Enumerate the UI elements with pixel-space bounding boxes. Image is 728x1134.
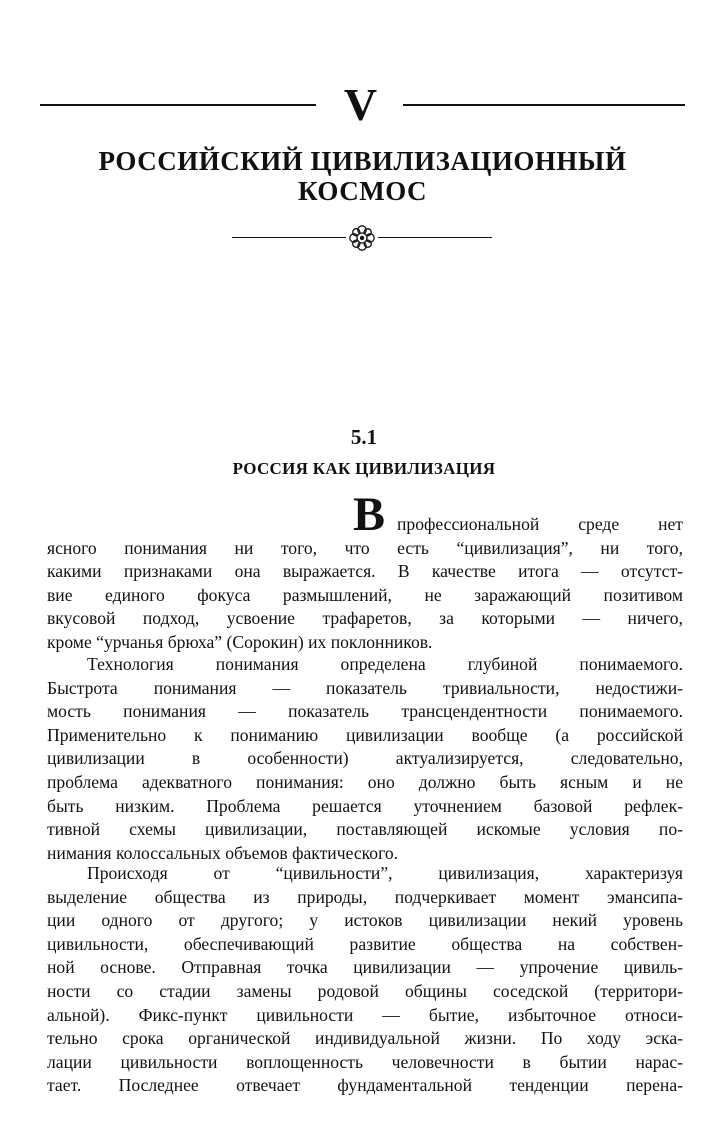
text-line: какими признаками она выражается. В качестве итога — отсутст- — [47, 561, 683, 582]
text-line: вие единого фокуса размышлений, не заражающий позитивом — [47, 584, 683, 605]
text-line: быть низким. Проблема решается уточнением базовой рефлек- — [47, 795, 683, 816]
text-line: профессиональной среде нет — [397, 514, 683, 534]
chapter-title — [40, 146, 685, 206]
text-line: мость понимания — показатель трансцендентности понимаемого. — [47, 701, 683, 722]
text-line: тает. Последнее отвечает фундаментальной тенденции перена- — [47, 1075, 683, 1096]
drop-cap: В — [353, 488, 386, 541]
text-line: ясного понимания ни того, что есть “цивилизация”, ни того, — [47, 537, 683, 558]
title-ornament — [232, 224, 492, 252]
text-line: проблема адекватного понимания: оно должно быть ясным и не — [47, 771, 683, 792]
paragraph-1-first-line — [47, 488, 683, 541]
text-line: тельно срока органической индивидуальной жизни. По ходу эска- — [47, 1028, 683, 1049]
text-line: тивной схемы цивилизации, поставляющей искомые условия по- — [47, 819, 683, 840]
section-number: 5.1 — [350, 425, 378, 449]
text-line: выделение общества из природы, подчеркивает момент эмансипа- — [47, 886, 683, 907]
chapter-title-line-1: РОССИЙСКИЙ ЦИВИЛИЗАЦИОННЫЙ — [98, 146, 627, 176]
chapter-number: V — [343, 79, 378, 130]
paragraph-3 — [47, 862, 683, 1098]
text-line: альной). Фикс-пункт цивильности — бытие, избыточное относи- — [47, 1004, 683, 1025]
paragraph-2 — [47, 653, 683, 865]
ornament-rule-left — [232, 237, 346, 238]
ornament-rule-right — [378, 237, 492, 238]
text-line: цивильности, обеспечивающий развитие общества на собствен- — [47, 933, 683, 954]
text-line: кроме “урчанья брюха” (Сорокин) их поклонников. — [47, 631, 433, 652]
chapter-rule-right — [403, 104, 685, 106]
text-line: Применительно к пониманию цивилизации вообще (а российской — [47, 724, 683, 745]
chapter-rule-left — [40, 104, 316, 106]
text-line: ности со стадии замены родовой общины соседской (территори- — [47, 980, 683, 1001]
section-title: РОССИЯ КАК ЦИВИЛИЗАЦИЯ — [232, 459, 496, 478]
chapter-title-line-2: КОСМОС — [297, 176, 428, 206]
text-line: Технология понимания определена глубиной понимаемого. — [87, 654, 683, 674]
text-line: ции одного от другого; у истоков цивилизации некий уровень — [47, 910, 683, 931]
text-line: лации цивильности воплощенность человечности в бытии нарас- — [47, 1051, 683, 1072]
flower-ornament-icon — [348, 224, 376, 252]
paragraph-1 — [47, 488, 683, 655]
text-line: цивилизации в особенности) актуализируется, следовательно, — [47, 748, 683, 769]
chapter-heading-row — [40, 80, 685, 130]
text-line: вкусовой подход, усвоение трафаретов, за которыми — ничего, — [47, 608, 683, 629]
text-line: Происходя от “цивильности”, цивилизация, характеризуя — [87, 863, 683, 883]
text-line: Быстрота понимания — показатель тривиальности, недостижи- — [47, 677, 683, 698]
text-line: ной основе. Отправная точка цивилизации — упрочение цивиль- — [47, 957, 683, 978]
text-line: нимания колоссальных объемов фактического. — [47, 842, 399, 863]
